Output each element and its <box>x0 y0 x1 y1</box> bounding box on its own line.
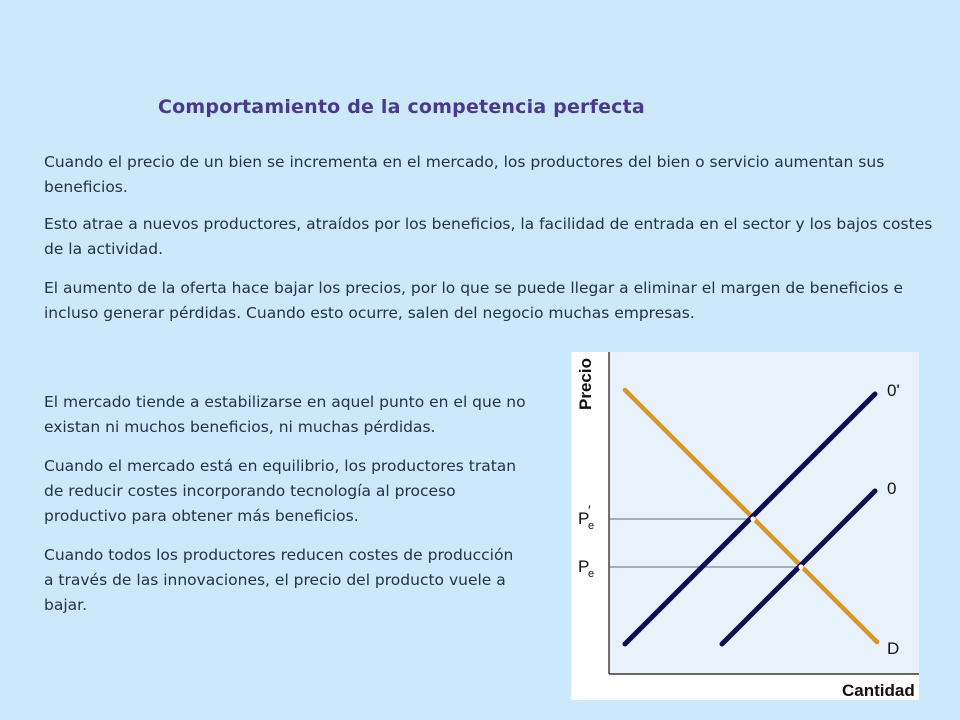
supply-demand-diagram <box>571 352 919 700</box>
paragraph-market-stabilizes: El mercado tiende a estabilizarse en aquel punto en el que no existan ni muchos beneficios, ni muchas pérdidas. <box>44 393 526 436</box>
equilibrium-point-prime <box>750 516 755 521</box>
label-supply: 0 <box>887 479 897 498</box>
label-pe <box>578 557 594 580</box>
paragraph-innovation: Cuando todos los productores reducen costes de producción a través de las innovaciones, el precio del producto vuele a bajar. <box>44 546 514 614</box>
paragraph-supply-increase: El aumento de la oferta hace bajar los precios, por lo que se puede llegar a eliminar el margen de beneficios e incluso generar pérdidas. Cuando esto ocurre, salen del negocio muchas empresas. <box>44 279 904 322</box>
label-pe-prime-mark: ′ <box>588 502 591 518</box>
paragraph-equilibrium: Cuando el mercado está en equilibrio, los productores tratan de reducir costes incorporando tecnología al proceso productivo para obtener más beneficios. <box>44 457 517 525</box>
supply-demand-svg <box>571 352 919 700</box>
label-supply-shifted: 0' <box>887 381 900 400</box>
plot-area <box>609 352 919 674</box>
label-pe-prime-subscript: e <box>588 520 595 532</box>
paragraph-price-increase: Cuando el precio de un bien se incrementa en el mercado, los productores del bien o servicio aumentan sus beneficios. <box>44 153 885 196</box>
label-pe-prime-letter: P <box>578 509 590 528</box>
y-axis-label: Precio <box>576 358 595 410</box>
slide-title: Comportamiento de la competencia perfecta <box>158 96 645 118</box>
x-axis-label: Cantidad <box>842 681 915 700</box>
label-demand: D <box>887 639 900 658</box>
equilibrium-point <box>798 564 803 569</box>
label-pe-prime <box>578 502 594 532</box>
label-pe-subscript: e <box>588 568 595 580</box>
label-pe-letter: P <box>578 557 590 576</box>
paragraph-new-producers: Esto atrae a nuevos productores, atraídos por los beneficios, la facilidad de entrada en el sector y los bajos costes de la actividad. <box>44 215 933 258</box>
